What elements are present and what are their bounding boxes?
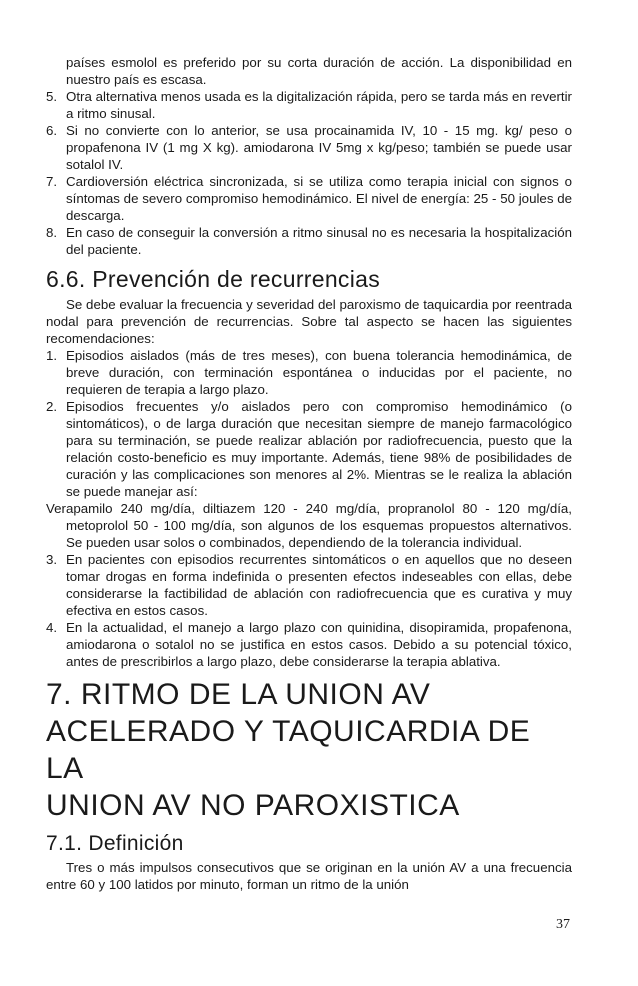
section-heading: 6.6. Prevención de recurrencias [46,266,381,292]
list-number: 6. [46,123,58,138]
list-text: Cardioversión eléctrica sincronizada, si se utiliza como terapia inicial con signos o síntomas de severo compromiso hemodinámico. El nivel de energía: 25 - 50 joules de descarga. [66,174,572,223]
definition-paragraph: Tres o más impulsos consecutivos que se originan en la unión AV a una frecuencia entre 60 y 100 latidos por minuto, forman un ritmo de la unión [46,860,572,892]
list-text: Episodios frecuentes y/o aislados pero con compromiso hemodinámico (o sintomáticos), o de larga duración que necesitan siempre de manejo farmacológico para su terminación, se puede realizar ablación por radiofrecuencia, puesto que la relación costo-beneficio es muy importante. Además, tiene 98% de posibilidades de curación y las complicaciones son menores al 2%. Mientras se le realiza la ablación se puede manejar así: [66,399,572,499]
list-number: 4. [46,620,58,635]
list-number: 8. [46,225,58,240]
document-page [46,54,572,893]
list-item [46,88,572,122]
chapter-heading-line: 7. RITMO DE LA UNION AV [46,678,431,711]
recommendations-list-continued [46,551,572,670]
chapter-heading-line: ACELERADO Y TAQUICARDIA DE LA [46,715,531,785]
list-item [46,173,572,224]
list-item [46,551,572,619]
list-number: 5. [46,89,58,104]
list-text: En la actualidad, el manejo a largo plazo con quinidina, disopiramida, propafenona, amiodarona o sotalol no se justifica en estos casos. Debido a su potencial tóxico, antes de prescribirlos a largo plazo, debe considerarse la terapia ablativa. [66,620,572,669]
subsection-heading: 7.1. Definición [46,832,184,855]
section-intro: Se debe evaluar la frecuencia y severidad del paroxismo de taquicardia por reentrada nodal para prevención de recurrencias. Sobre tal aspecto se hacen las siguientes recomendaciones: [46,297,572,346]
list-item [46,224,572,258]
list-number: 7. [46,174,58,189]
chapter-heading-line: UNION AV NO PAROXISTICA [46,789,460,822]
intro-continuation: países esmolol es preferido por su corta duración de acción. La disponibilidad en nuestro país es escasa. [66,55,572,87]
list-text: Si no convierte con lo anterior, se usa procainamida IV, 10 - 15 mg. kg/ peso o propafenona IV (1 mg X kg). amiodarona IV 5mg x kg/peso; también se puede usar sotalol IV. [66,123,572,172]
list-text: Episodios aislados (más de tres meses), con buena tolerancia hemodinámica, de breve duración, con terminación espontánea o inducidas por el paciente, no requieren de terapia a largo plazo. [66,348,572,397]
list-number: 3. [46,552,58,567]
list-item [46,398,572,500]
recommendations-list [46,347,572,500]
list-item [46,347,572,398]
list-item [46,122,572,173]
drug-regimen-paragraph: Verapamilo 240 mg/día, diltiazem 120 - 240 mg/día, propranolol 80 - 120 mg/día, metoprolol 50 - 100 mg/día, son algunos de los esquemas propuestos alternativos. Se pueden usar solos o combinados, dependiendo de la tolerancia individual. [46,501,572,550]
chapter-heading [46,676,572,824]
list-number: 2. [46,399,58,414]
list-item [46,619,572,670]
list-text: Otra alternativa menos usada es la digitalización rápida, pero se tarda más en revertir a ritmo sinusal. [66,89,572,121]
page-number: 37 [556,917,570,932]
list-text: En caso de conseguir la conversión a ritmo sinusal no es necesaria la hospitalización del paciente. [66,225,572,257]
list-text: En pacientes con episodios recurrentes sintomáticos o en aquellos que no deseen tomar drogas en forma indefinida o presenten efectos indeseables con ellas, debe considerarse la factibilidad de ablación con radiofrecuencia que es curativa y muy efectiva en estos casos. [66,552,572,618]
list-number: 1. [46,348,58,363]
treatment-list [46,88,572,258]
